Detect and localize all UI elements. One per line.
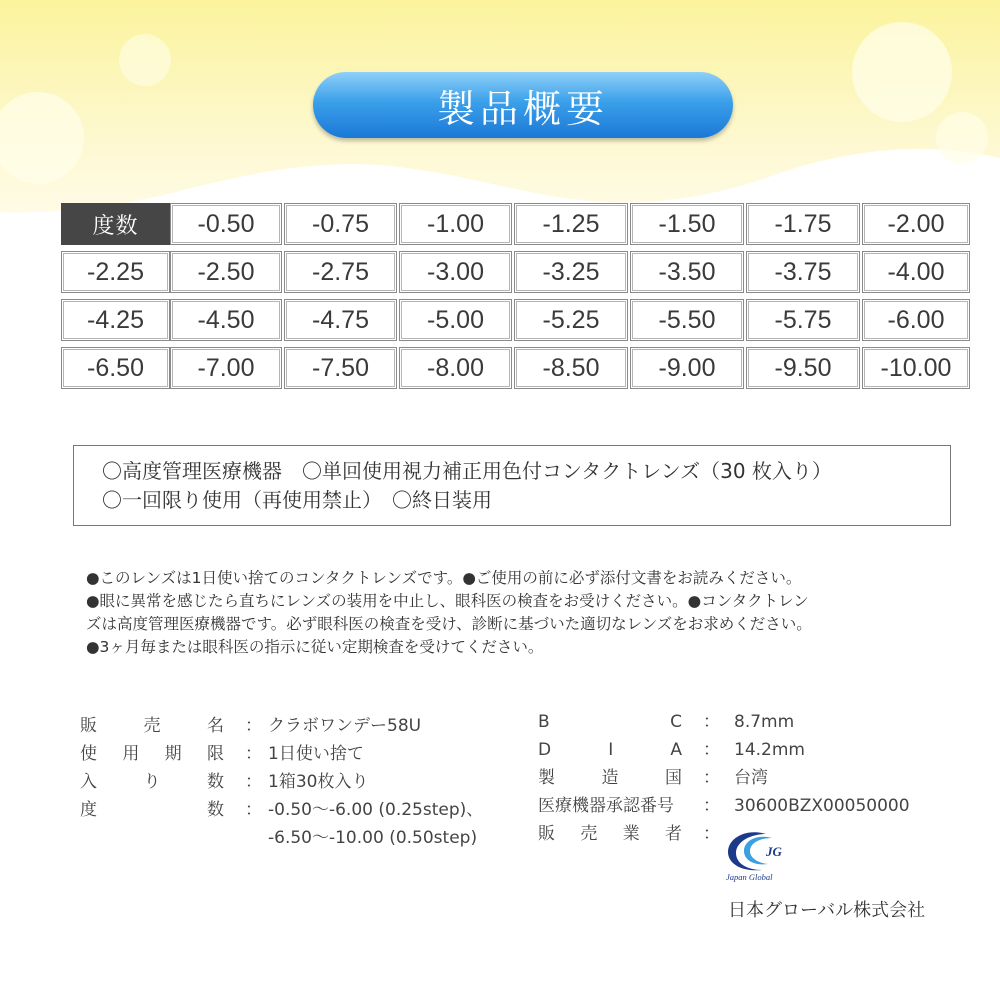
spec-label-char: B bbox=[538, 712, 550, 732]
power-header-cell bbox=[61, 203, 170, 245]
spec-value: 1日使い捨て bbox=[268, 744, 364, 764]
spec-label-char: 限 bbox=[206, 744, 224, 764]
spec-colon: ： bbox=[703, 796, 720, 816]
spec-value: 台湾 bbox=[734, 768, 768, 788]
spec-value: 30600BZX00050000 bbox=[734, 796, 910, 816]
spec-label-char: 用 bbox=[122, 744, 140, 764]
spec-label-char: 造 bbox=[601, 768, 619, 788]
power-cell: -4.00 bbox=[862, 251, 970, 293]
spec-label-char: 販 bbox=[538, 824, 555, 844]
power-cell: -3.75 bbox=[746, 251, 860, 293]
power-cell: -9.00 bbox=[630, 347, 744, 389]
power-cell: -3.50 bbox=[630, 251, 744, 293]
spec-label-char: 期 bbox=[164, 744, 182, 764]
spec-label-char: 国 bbox=[665, 768, 682, 788]
spec-colon: ： bbox=[703, 768, 720, 788]
spec-label-char: 名 bbox=[207, 716, 224, 736]
power-header-label: 度数 bbox=[92, 213, 139, 239]
power-cell: -10.00 bbox=[862, 347, 970, 389]
classification-box bbox=[73, 445, 951, 526]
spec-label-char: 売 bbox=[580, 824, 598, 844]
power-cell: -8.50 bbox=[514, 347, 628, 389]
power-cell: -0.75 bbox=[284, 203, 397, 245]
note-line: ズは高度管理医療機器です。必ず眼科医の検査を受け、診断に基づいた適切なレンズをお求めください。 bbox=[86, 615, 812, 633]
power-cell: -9.50 bbox=[746, 347, 860, 389]
spec-value: -0.50～-6.00 (0.25step)、 bbox=[268, 800, 484, 820]
spec-value: 8.7mm bbox=[734, 712, 795, 732]
spec-colon: ： bbox=[245, 800, 262, 820]
power-cell: -1.25 bbox=[514, 203, 628, 245]
power-cell: -4.25 bbox=[61, 299, 170, 341]
spec-value: クラボワンデー58U bbox=[268, 716, 422, 736]
spec-label-char: 製 bbox=[538, 768, 555, 788]
spec-label-char: 度 bbox=[80, 800, 97, 820]
spec-label-char: 使 bbox=[80, 744, 97, 764]
power-cell: -3.25 bbox=[514, 251, 628, 293]
spec-label bbox=[80, 768, 224, 796]
spec-label-char: 数 bbox=[207, 800, 224, 820]
power-cell: -2.50 bbox=[170, 251, 282, 293]
spec-label bbox=[538, 792, 682, 820]
power-cell: -3.00 bbox=[399, 251, 512, 293]
logo-caption: Japan Global bbox=[726, 872, 773, 882]
power-cell: -2.25 bbox=[61, 251, 170, 293]
spec-label-char: 販 bbox=[80, 716, 97, 736]
spec-label bbox=[538, 820, 682, 848]
spec-label-char: I bbox=[608, 740, 614, 760]
spec-label-char: り bbox=[143, 772, 161, 792]
classification-line-2: 〇一回限り使用（再使用禁止） 〇終日装用 bbox=[102, 488, 492, 512]
title-banner bbox=[313, 72, 733, 138]
power-cell: -4.75 bbox=[284, 299, 397, 341]
spec-colon: ： bbox=[245, 772, 262, 792]
power-cell: -6.50 bbox=[61, 347, 170, 389]
power-cell: -5.25 bbox=[514, 299, 628, 341]
spec-colon: ： bbox=[245, 716, 262, 736]
power-cell: -2.00 bbox=[862, 203, 970, 245]
page-title: 製品概要 bbox=[436, 86, 609, 131]
power-cell: -7.00 bbox=[170, 347, 282, 389]
spec-colon: ： bbox=[703, 824, 720, 844]
spec-label-char: 数 bbox=[207, 772, 224, 792]
spec-colon: ： bbox=[703, 740, 720, 760]
power-cell: -1.50 bbox=[630, 203, 744, 245]
caution-notes bbox=[86, 567, 966, 659]
power-cell: -1.00 bbox=[399, 203, 512, 245]
spec-label bbox=[80, 712, 224, 740]
power-cell: -5.50 bbox=[630, 299, 744, 341]
spec-label-char: 業 bbox=[622, 824, 640, 844]
power-cell: -5.75 bbox=[746, 299, 860, 341]
spec-colon: ： bbox=[703, 712, 720, 732]
spec-label-char: 入 bbox=[80, 772, 97, 792]
power-cell: -0.50 bbox=[170, 203, 282, 245]
spec-label bbox=[538, 764, 682, 792]
spec-label bbox=[538, 736, 682, 764]
note-line: ●3ヶ月毎または眼科医の指示に従い定期検査を受けてください。 bbox=[86, 638, 544, 656]
spec-label bbox=[80, 740, 224, 768]
note-line: ●このレンズは1日使い捨てのコンタクトレンズです。●ご使用の前に必ず添付文書をお読みください。 bbox=[86, 569, 802, 587]
power-cell: -1.75 bbox=[746, 203, 860, 245]
spec-label-char: 売 bbox=[143, 716, 161, 736]
classification-line-1: 〇高度管理医療機器 〇単回使用視力補正用色付コンタクトレンズ（30 枚入り） bbox=[102, 459, 832, 483]
spec-label-char: 医療機器承認番号 bbox=[538, 796, 674, 816]
spec-label-char: A bbox=[670, 740, 682, 760]
spec-value: 14.2mm bbox=[734, 740, 805, 760]
note-line: ●眼に異常を感じたら直ちにレンズの装用を中止し、眼科医の検査をお受けください。●コンタクトレン bbox=[86, 592, 809, 610]
spec-colon: ： bbox=[245, 744, 262, 764]
spec-label bbox=[538, 708, 682, 736]
power-cell: -8.00 bbox=[399, 347, 512, 389]
spec-label bbox=[80, 796, 224, 824]
power-cell: -6.00 bbox=[862, 299, 970, 341]
spec-value: 1箱30枚入り bbox=[268, 772, 369, 792]
spec-label-char: C bbox=[670, 712, 682, 732]
power-cell: -7.50 bbox=[284, 347, 397, 389]
spec-value: -6.50～-10.00 (0.50step) bbox=[268, 828, 478, 848]
spec-label-char: 者 bbox=[664, 824, 682, 844]
power-cell: -2.75 bbox=[284, 251, 397, 293]
company-name: 日本グローバル株式会社 bbox=[728, 900, 926, 921]
spec-label-char: D bbox=[538, 740, 552, 760]
power-cell: -5.00 bbox=[399, 299, 512, 341]
power-cell: -4.50 bbox=[170, 299, 282, 341]
logo-text: JG bbox=[766, 844, 782, 859]
